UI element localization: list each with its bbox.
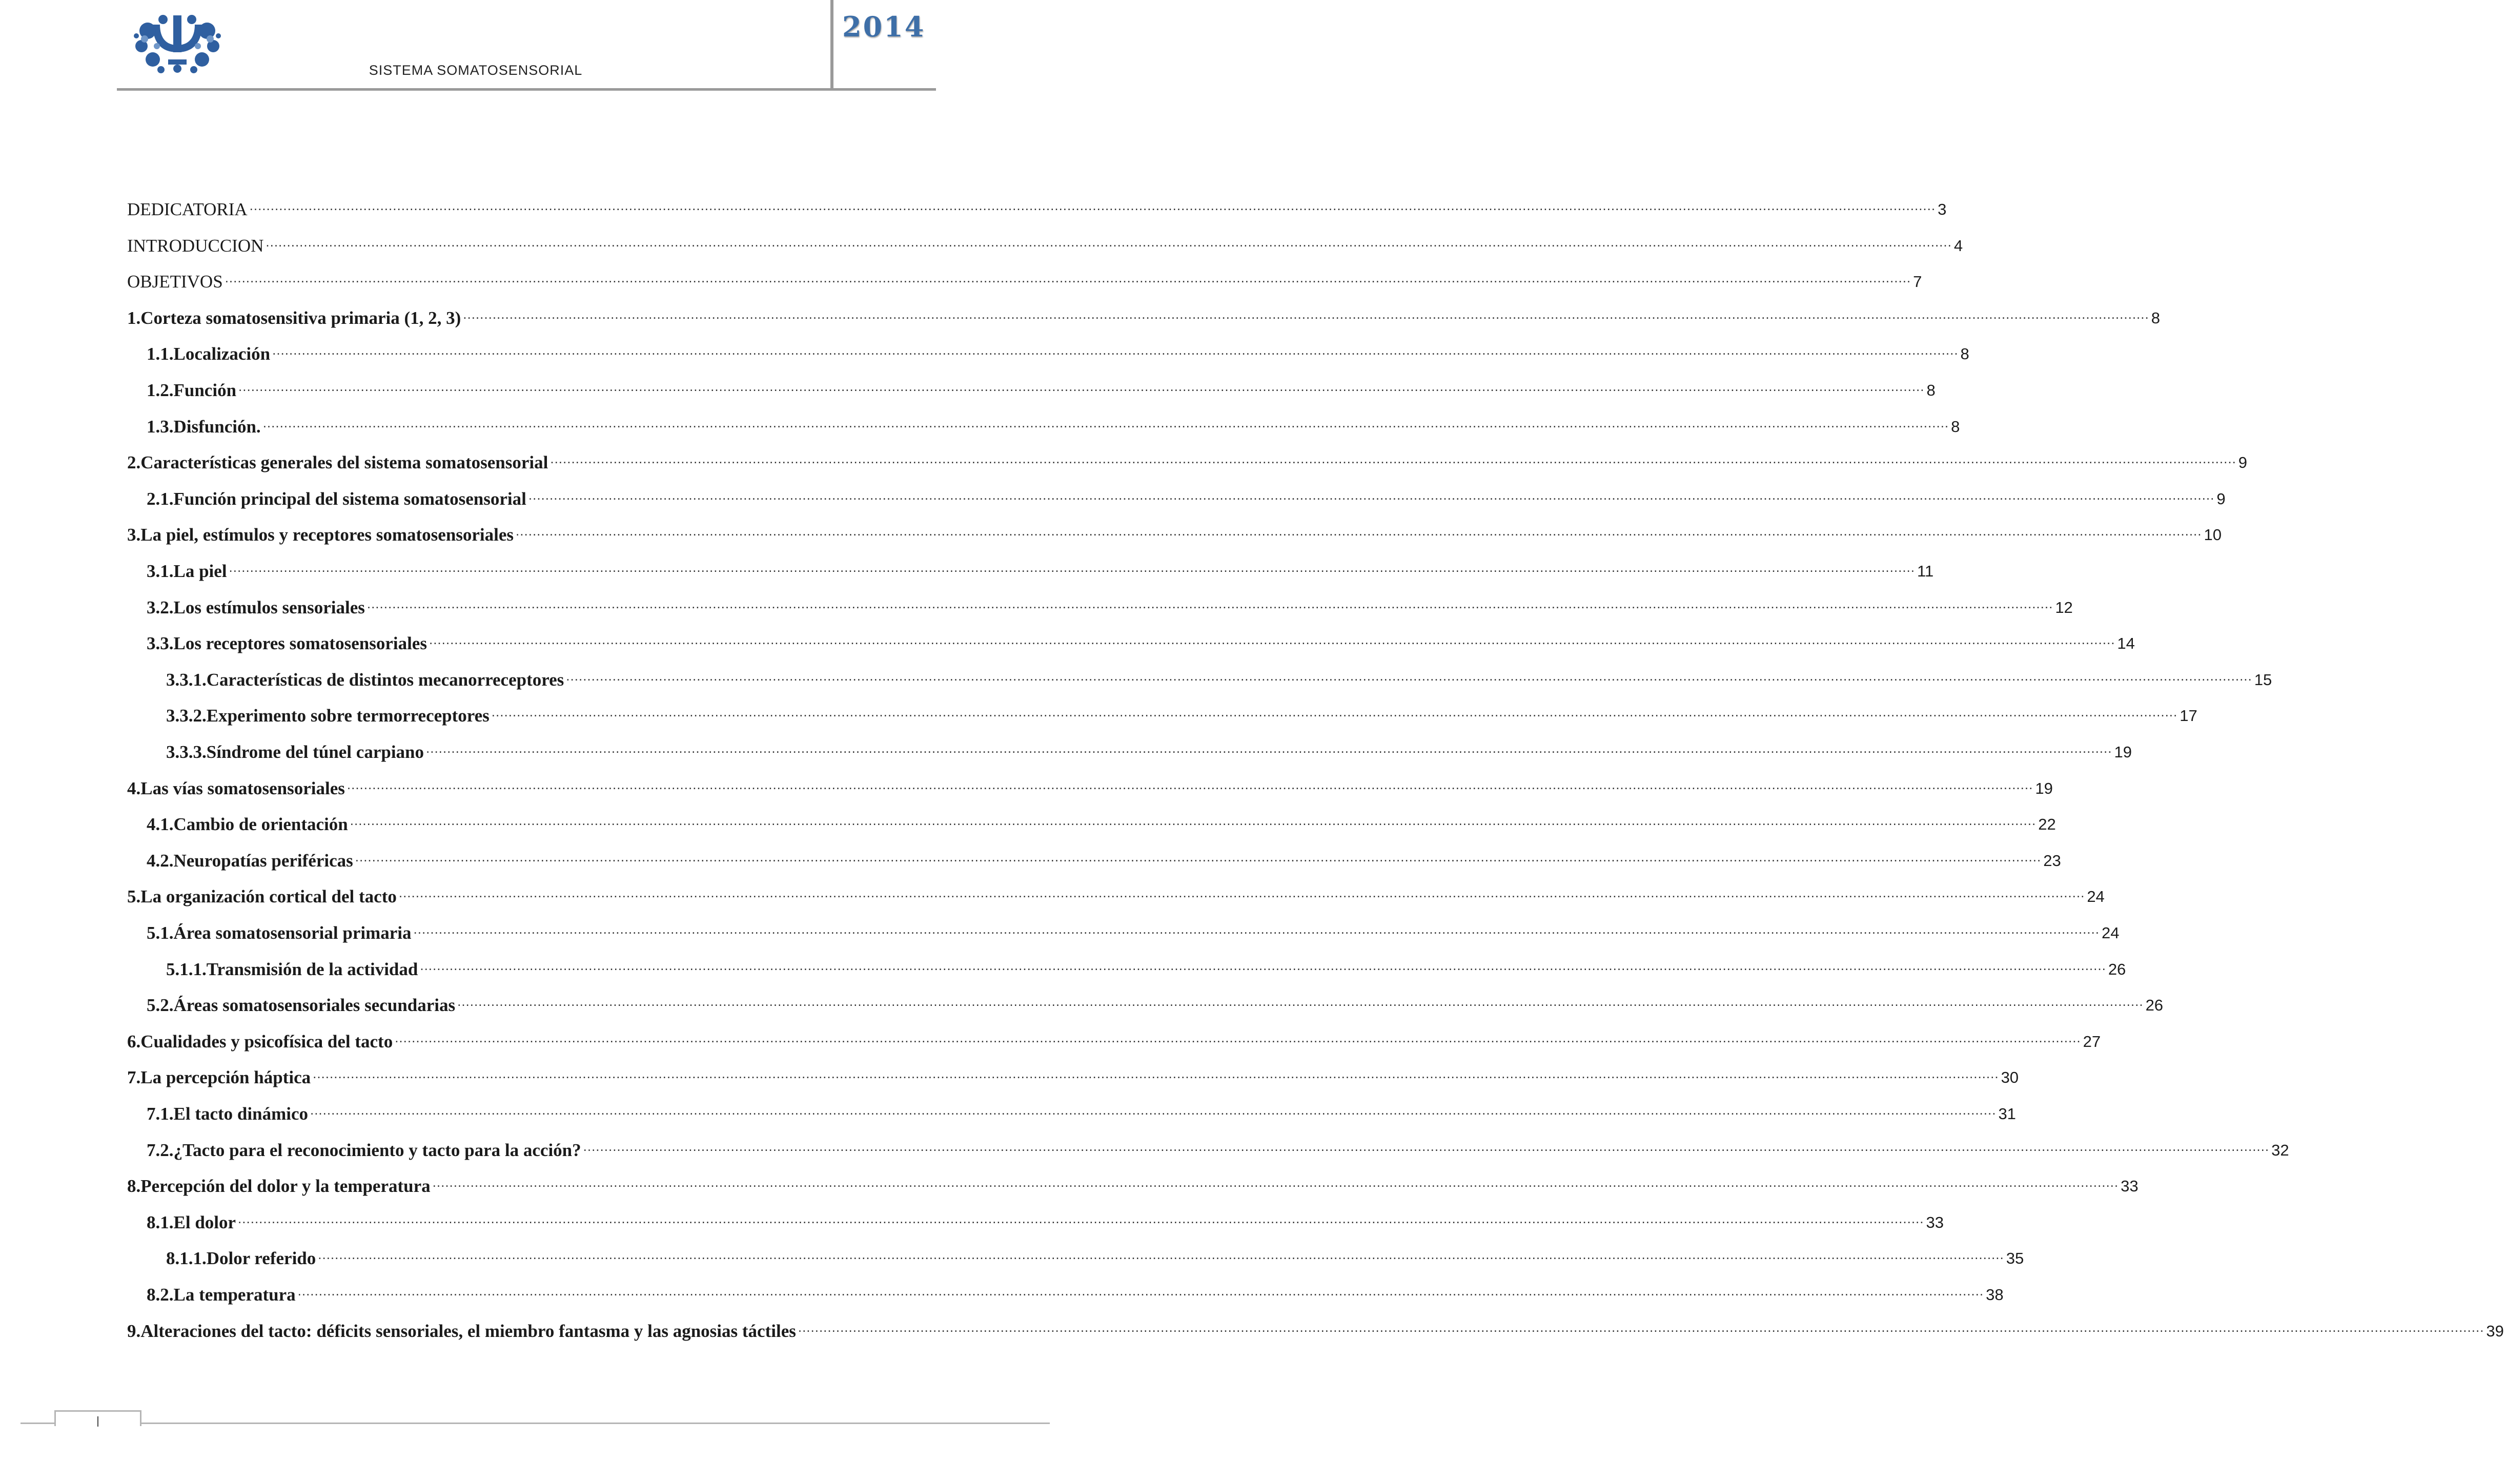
toc-entry-page: 12 [2055, 599, 2073, 616]
toc-entry[interactable] [147, 595, 2073, 621]
toc-dot-leader: ................................................................................................................................................................................................................................................................................................................................................................................................................ [798, 1320, 2485, 1335]
toc-entry-page: 19 [2035, 779, 2053, 797]
toc-dot-leader: ................................................................................................................................................................................................................................................................................................................................................................................................................ [395, 1030, 2081, 1045]
toc-entry-number: 1.1. [147, 344, 174, 364]
toc-dot-leader: ................................................................................................................................................................................................................................................................................................................................................................................................................ [350, 813, 2037, 828]
toc-entry-label: Las vías somatosensoriales [140, 778, 345, 798]
toc-dot-leader: ................................................................................................................................................................................................................................................................................................................................................................................................................ [528, 487, 2215, 503]
toc-entry-number: 8. [127, 1176, 141, 1196]
toc-dot-leader: ................................................................................................................................................................................................................................................................................................................................................................................................................ [550, 451, 2236, 466]
toc-entry-page: 17 [2180, 707, 2197, 725]
toc-entry[interactable] [147, 812, 2056, 837]
toc-entry-number: 6. [127, 1032, 141, 1052]
toc-entry-label: Percepción del dolor y la temperatura [140, 1176, 431, 1196]
toc-entry[interactable] [147, 920, 2120, 946]
toc-entry-page: 22 [2038, 815, 2056, 833]
toc-entry-label: DEDICATORIA [127, 199, 248, 219]
toc-entry-number: 7. [127, 1067, 141, 1087]
toc-entry-number: 8.1.1. [166, 1248, 207, 1268]
toc-entry-page: 8 [1926, 381, 1936, 399]
toc-entry[interactable] [127, 1029, 2101, 1055]
toc-entry-page: 14 [2117, 634, 2135, 652]
toc-entry-page: 33 [1926, 1213, 1944, 1231]
toc-entry-number: 4. [127, 778, 141, 798]
toc-entry-label: Disfunción. [173, 417, 261, 437]
toc-entry-label: Los estímulos sensoriales [173, 597, 365, 617]
toc-entry-page: 27 [2083, 1033, 2101, 1050]
toc-entry-label: ¿Tacto para el reconocimiento y tacto para la acción? [173, 1140, 581, 1160]
toc-dot-leader: ................................................................................................................................................................................................................................................................................................................................................................................................................ [355, 849, 2042, 864]
toc-entry-page: 8 [1960, 345, 1969, 363]
toc-entry-label: La temperatura [173, 1285, 296, 1305]
toc-entry-number: 3.3.2. [166, 706, 207, 726]
toc-entry-page: 19 [2114, 743, 2132, 761]
toc-entry-number: 2.1. [147, 489, 174, 509]
toc-entry-number: 7.1. [147, 1104, 174, 1124]
toc-entry-page: 26 [2108, 960, 2126, 978]
toc-entry-number: 1.3. [147, 417, 174, 437]
toc-entry-label: Función [173, 380, 237, 400]
toc-entry[interactable] [127, 197, 1947, 222]
toc-entry[interactable] [147, 486, 2226, 512]
toc-dot-leader: ................................................................................................................................................................................................................................................................................................................................................................................................................ [238, 379, 1925, 394]
toc-entry[interactable] [127, 450, 2248, 476]
toc-entry-page: 31 [1998, 1105, 2016, 1123]
toc-entry[interactable] [147, 1101, 2016, 1127]
toc-entry[interactable] [127, 522, 2222, 548]
toc-entry[interactable] [147, 631, 2135, 656]
toc-entry[interactable] [166, 667, 2272, 693]
toc-entry-page: 7 [1913, 273, 1922, 291]
toc-entry-label: Características generales del sistema somatosensorial [140, 452, 548, 472]
toc-entry[interactable] [127, 233, 1963, 259]
toc-dot-leader: ................................................................................................................................................................................................................................................................................................................................................................................................................ [249, 198, 1936, 213]
toc-entry-number: 5.1.1. [166, 959, 207, 979]
toc-dot-leader: ................................................................................................................................................................................................................................................................................................................................................................................................................ [229, 560, 1915, 575]
toc-dot-leader: ................................................................................................................................................................................................................................................................................................................................................................................................................ [266, 234, 1952, 250]
toc-entry-number: 9. [127, 1321, 141, 1341]
toc-entry-page: 9 [2216, 490, 2226, 508]
toc-entry-number: 5.2. [147, 995, 174, 1015]
toc-entry-number: 7.2. [147, 1140, 174, 1160]
toc-dot-leader: ................................................................................................................................................................................................................................................................................................................................................................................................................ [463, 306, 2149, 322]
toc-entry-page: 32 [2271, 1141, 2289, 1159]
toc-entry-number: 2. [127, 452, 141, 472]
toc-entry-page: 26 [2145, 996, 2164, 1014]
toc-entry-page: 8 [2151, 309, 2160, 327]
toc-entry-number: 5.1. [147, 923, 174, 943]
toc-entry-page: 35 [2006, 1249, 2024, 1267]
toc-entry-label: La percepción háptica [140, 1067, 311, 1087]
toc-entry-label: Cualidades y psicofísica del tacto [140, 1032, 393, 1052]
toc-dot-leader: ................................................................................................................................................................................................................................................................................................................................................................................................................ [238, 1211, 1924, 1226]
toc-entry[interactable] [147, 1138, 2289, 1163]
toc-entry-number: 1.2. [147, 380, 174, 400]
toc-entry-label: Dolor referido [206, 1248, 316, 1268]
toc-entry-label: Función principal del sistema somatosensorial [173, 489, 526, 509]
toc-entry-number: 8.1. [147, 1212, 174, 1232]
toc-entry-page: 23 [2043, 852, 2061, 870]
toc-entry-page: 9 [2238, 454, 2248, 471]
toc-entry-number: 1. [127, 308, 141, 328]
toc-entry-label: Corteza somatosensitiva primaria (1, 2, 3) [140, 308, 461, 328]
toc-entry[interactable] [127, 305, 2160, 331]
toc-entry[interactable] [166, 703, 2197, 729]
toc-entry-label: Localización [173, 344, 271, 364]
toc-entry[interactable] [127, 1065, 2019, 1090]
toc-dot-leader: ................................................................................................................................................................................................................................................................................................................................................................................................................ [318, 1247, 2004, 1262]
toc-dot-leader: ................................................................................................................................................................................................................................................................................................................................................................................................................ [313, 1066, 1999, 1081]
toc-entry[interactable] [147, 1282, 2004, 1308]
toc-dot-leader: ................................................................................................................................................................................................................................................................................................................................................................................................................ [566, 668, 2252, 684]
toc-entry-number: 3. [127, 525, 141, 545]
toc-dot-leader: ................................................................................................................................................................................................................................................................................................................................................................................................................ [426, 740, 2112, 756]
toc-entry-number: 4.1. [147, 814, 174, 834]
header-divider-horizontal [117, 88, 936, 91]
toc-entry-page: 24 [2101, 924, 2120, 942]
toc-entry-label: El tacto dinámico [173, 1104, 308, 1124]
toc-entry[interactable] [166, 957, 2126, 982]
toc-entry[interactable] [147, 341, 1969, 367]
header-divider-vertical [830, 0, 833, 90]
toc-dot-leader: ................................................................................................................................................................................................................................................................................................................................................................................................................ [398, 885, 2085, 900]
toc-entry-page: 8 [1951, 418, 1960, 436]
toc-entry-page: 3 [1938, 200, 1947, 218]
toc-entry-page: 24 [2087, 888, 2105, 905]
toc-entry[interactable] [166, 1246, 2024, 1271]
toc-dot-leader: ................................................................................................................................................................................................................................................................................................................................................................................................................ [310, 1102, 1997, 1118]
toc-dot-leader: ................................................................................................................................................................................................................................................................................................................................................................................................................ [272, 342, 1959, 358]
toc-entry[interactable] [147, 559, 1934, 584]
header-title: SISTEMA SOMATOSENSORIAL [369, 63, 583, 78]
toc-entry-label: Experimento sobre termorreceptores [206, 706, 490, 726]
toc-dot-leader: ................................................................................................................................................................................................................................................................................................................................................................................................................ [367, 596, 2053, 611]
toc-entry[interactable] [127, 776, 2053, 801]
toc-entry-number: 8.2. [147, 1285, 174, 1305]
toc-entry-number: 3.3. [147, 633, 174, 653]
toc-entry-number: 5. [127, 887, 141, 906]
toc-entry[interactable] [127, 884, 2105, 910]
toc-dot-leader: ................................................................................................................................................................................................................................................................................................................................................................................................................ [225, 270, 1911, 285]
toc-entry[interactable] [166, 739, 2132, 765]
toc-entry-page: 33 [2121, 1177, 2139, 1195]
toc-entry-number: 4.2. [147, 851, 174, 871]
toc-dot-leader: ................................................................................................................................................................................................................................................................................................................................................................................................................ [297, 1283, 1984, 1299]
toc-entry-label: La piel [173, 561, 227, 581]
toc-entry-page: 30 [2001, 1068, 2019, 1086]
toc-entry[interactable] [147, 1210, 1944, 1235]
toc-dot-leader: ................................................................................................................................................................................................................................................................................................................................................................................................................ [432, 1174, 2119, 1190]
toc-dot-leader: ................................................................................................................................................................................................................................................................................................................................................................................................................ [420, 958, 2106, 973]
toc-entry-number: 3.3.1. [166, 670, 207, 690]
toc-dot-leader: ................................................................................................................................................................................................................................................................................................................................................................................................................ [583, 1139, 2270, 1154]
toc-entry-label: El dolor [173, 1212, 236, 1232]
toc-entry[interactable] [127, 1173, 2139, 1199]
toc-dot-leader: ................................................................................................................................................................................................................................................................................................................................................................................................................ [457, 994, 2144, 1009]
header-year: 2014 [842, 10, 926, 43]
toc-entry-label: OBJETIVOS [127, 272, 223, 292]
toc-entry-label: Los receptores somatosensoriales [173, 633, 427, 653]
toc-entry[interactable] [147, 414, 1960, 440]
toc-entry-page: 38 [1986, 1286, 2004, 1304]
toc-dot-leader: ................................................................................................................................................................................................................................................................................................................................................................................................................ [413, 921, 2100, 937]
toc-entry-label: Síndrome del túnel carpiano [206, 742, 424, 762]
footer-rule [21, 1423, 1050, 1424]
toc-entry[interactable] [147, 848, 2061, 874]
toc-entry[interactable] [147, 378, 1936, 403]
toc-entry-number: 3.1. [147, 561, 174, 581]
toc-entry-page: 4 [1953, 237, 1963, 255]
footer-page-marker [97, 1416, 98, 1427]
toc-dot-leader: ................................................................................................................................................................................................................................................................................................................................................................................................................ [491, 704, 2178, 719]
toc-entry-number: 3.3.3. [166, 742, 207, 762]
toc-entry-label: La piel, estímulos y receptores somatosensoriales [140, 525, 514, 545]
toc-entry-label: La organización cortical del tacto [140, 887, 397, 906]
toc-entry-label: Alteraciones del tacto: déficits sensoriales, el miembro fantasma y las agnosias táctiles [140, 1321, 796, 1341]
toc-entry-label: INTRODUCCION [127, 236, 264, 256]
toc-entry[interactable] [147, 993, 2164, 1018]
toc-entry-label: Neuropatías periféricas [173, 851, 353, 871]
toc-entry-page: 15 [2254, 671, 2272, 689]
toc-entry-page: 11 [1917, 562, 1934, 580]
toc-dot-leader: ................................................................................................................................................................................................................................................................................................................................................................................................................ [262, 415, 1949, 430]
toc-entry-label: Transmisión de la actividad [206, 959, 418, 979]
toc-entry-label: Características de distintos mecanorreceptores [206, 670, 564, 690]
toc-entry-page: 10 [2204, 526, 2222, 544]
toc-entry-label: Área somatosensorial primaria [173, 923, 412, 943]
toc-entry-page: 39 [2486, 1322, 2504, 1340]
toc-dot-leader: ................................................................................................................................................................................................................................................................................................................................................................................................................ [347, 777, 2033, 792]
toc-entry[interactable] [127, 269, 1922, 295]
toc-dot-leader: ................................................................................................................................................................................................................................................................................................................................................................................................................ [429, 632, 2115, 647]
toc-entry-label: Áreas somatosensoriales secundarias [173, 995, 456, 1015]
toc-dot-leader: ................................................................................................................................................................................................................................................................................................................................................................................................................ [516, 523, 2202, 539]
toc-entry-label: Cambio de orientación [173, 814, 348, 834]
toc-entry-number: 3.2. [147, 597, 174, 617]
toc-entry[interactable] [127, 1318, 2504, 1344]
